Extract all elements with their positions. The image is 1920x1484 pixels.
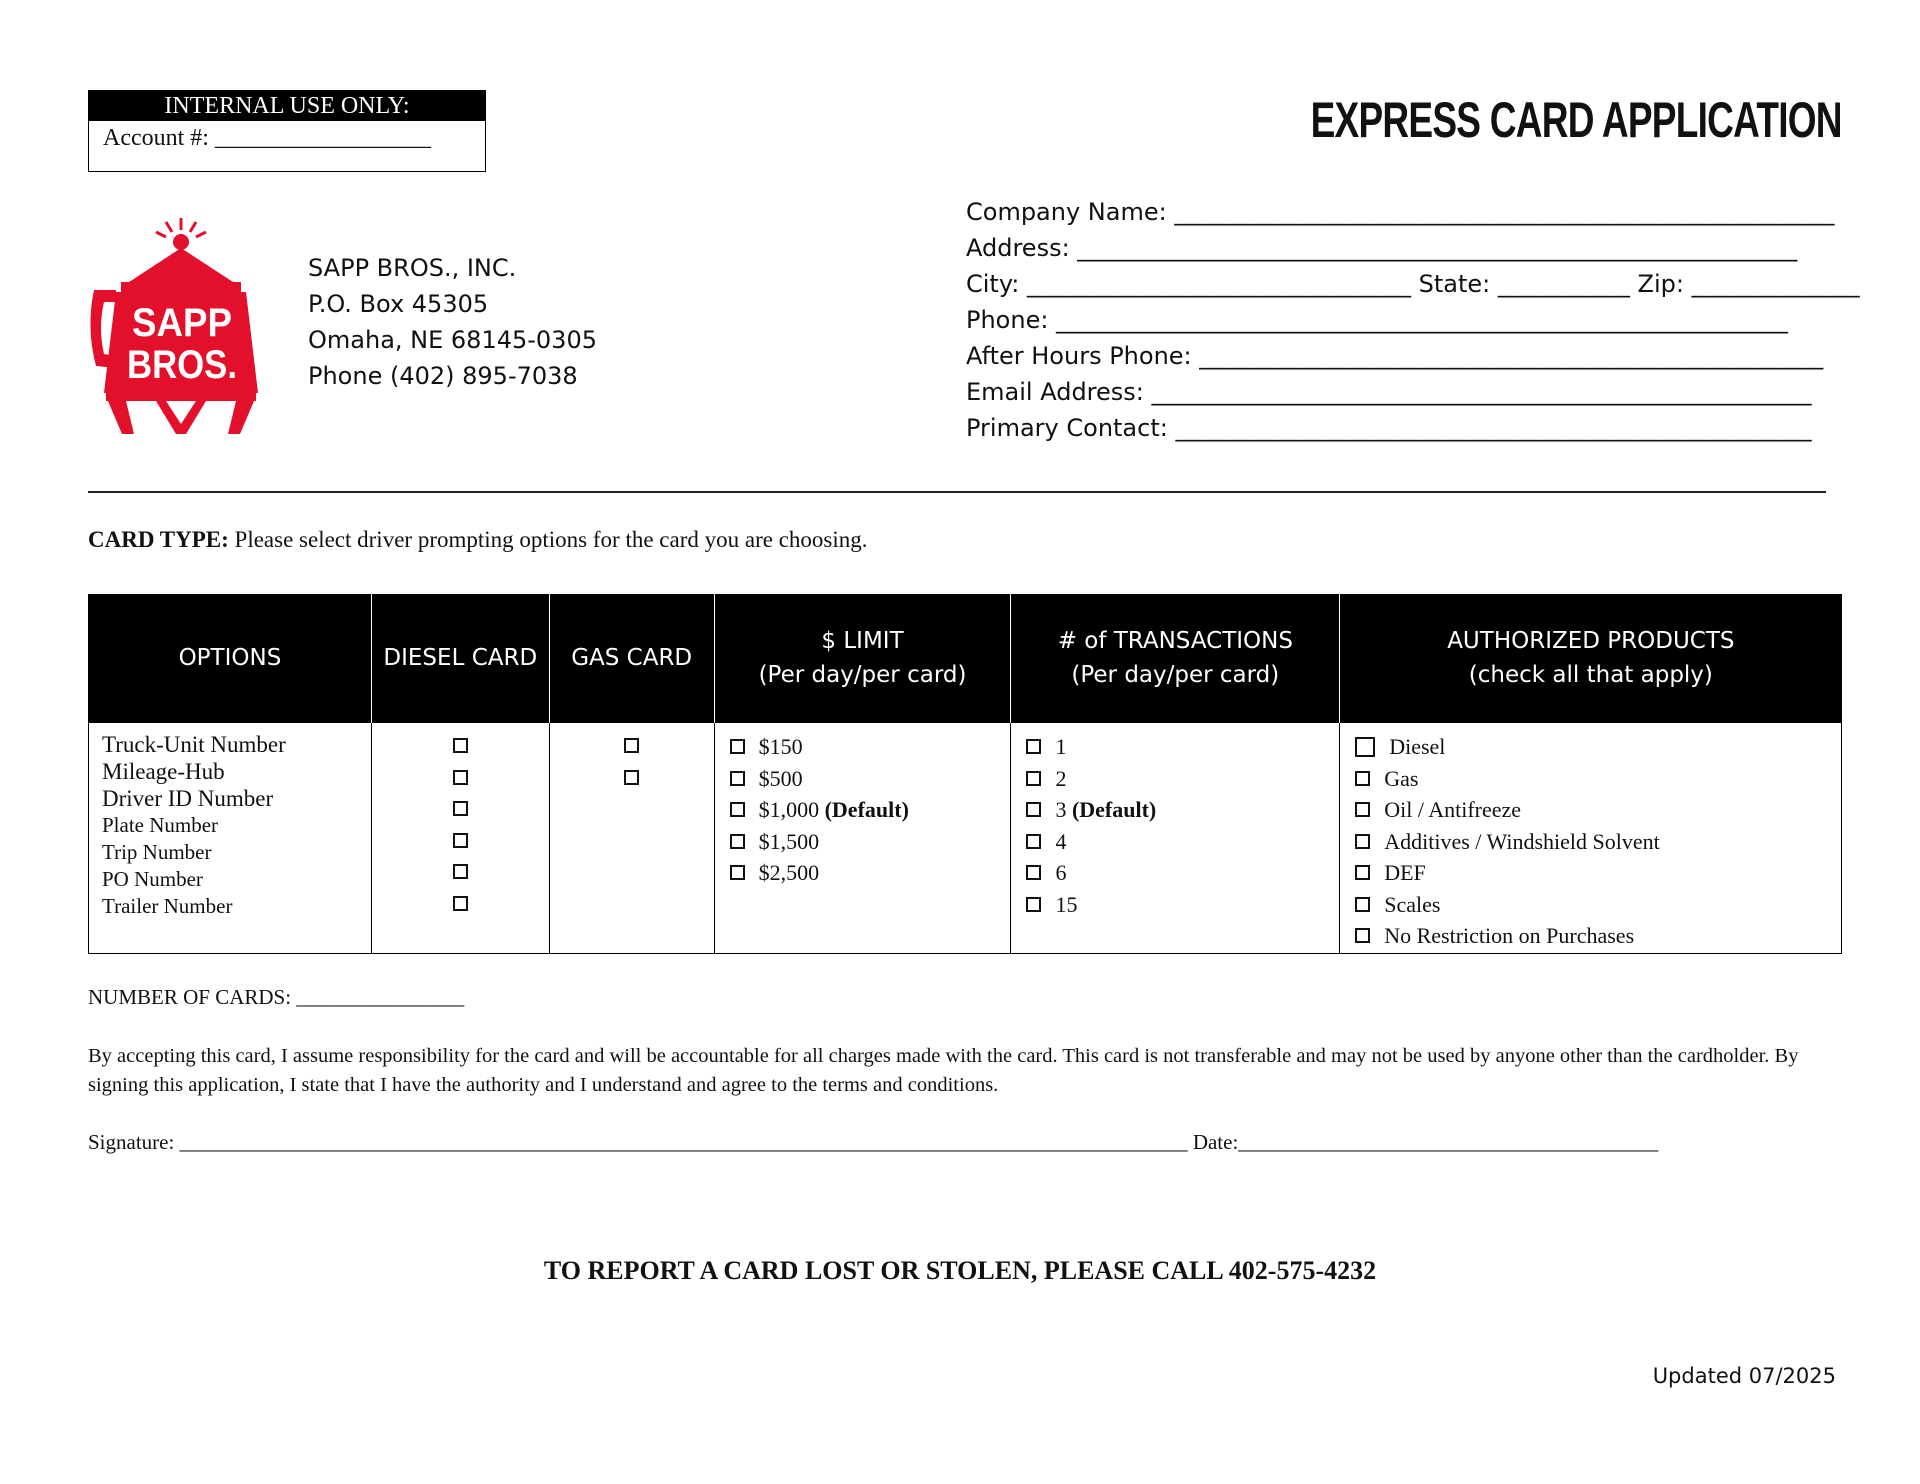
product-label: Diesel — [1389, 734, 1446, 759]
section-divider — [88, 491, 1826, 493]
diesel-truck-unit-checkbox[interactable] — [453, 738, 468, 753]
transactions-value: 4 — [1055, 828, 1067, 854]
header-transactions — [1011, 594, 1340, 723]
applicant-info-fields — [966, 194, 1860, 446]
header-products-title: AUTHORIZED PRODUCTS — [1447, 628, 1735, 654]
product-checkbox[interactable] — [1355, 802, 1370, 817]
product-checkbox[interactable] — [1355, 834, 1370, 849]
card-type-instruction — [88, 527, 868, 553]
email-address-field[interactable]: Email Address: _______________________________________________________ — [966, 378, 1812, 406]
product-checkbox[interactable] — [1355, 865, 1370, 880]
product-option[interactable] — [1355, 763, 1840, 795]
transactions-option[interactable] — [1026, 731, 1338, 763]
header-limit-title: $ LIMIT — [821, 628, 904, 654]
lost-stolen-notice: TO REPORT A CARD LOST OR STOLEN, PLEASE CALL 402-575-4232 — [543, 1256, 1377, 1285]
company-name-field[interactable]: Company Name: _______________________________________________________ — [966, 198, 1835, 226]
transactions-value: 1 — [1055, 734, 1067, 759]
option-plate-number: Plate Number — [102, 813, 219, 837]
limit-option[interactable] — [730, 763, 1010, 795]
transactions-checkbox[interactable] — [1026, 897, 1041, 912]
product-label: Gas — [1384, 765, 1419, 791]
address-field[interactable]: Address: ____________________________________________________________ — [966, 234, 1798, 262]
limit-checkbox[interactable] — [730, 802, 745, 817]
option-truck-unit-number: Truck-Unit Number — [102, 732, 286, 757]
gas-card-cell — [549, 723, 714, 954]
limit-checkbox[interactable] — [730, 834, 745, 849]
internal-use-header: INTERNAL USE ONLY: — [89, 91, 485, 121]
card-type-label: CARD TYPE: — [88, 527, 229, 552]
limit-value: $150 — [758, 734, 803, 759]
limit-default-note: (Default) — [824, 797, 909, 822]
signature-date-field[interactable]: Signature: ________________________________________________________________________________________________ Date:________________________________________ — [88, 1130, 1659, 1154]
diesel-plate-number-checkbox[interactable] — [453, 833, 468, 848]
limit-checkbox[interactable] — [730, 771, 745, 786]
logo-text-top: SAPP — [132, 301, 232, 345]
transactions-option[interactable] — [1026, 826, 1338, 858]
terms-disclaimer: By accepting this card, I assume responsibility for the card and will be accountable for all charges made with the card. This card is not transferable and may not be used by anyone other than the cardholder. By signing this application, I state that I have the authority and I understand and agree to the terms and conditions. — [88, 1045, 1799, 1096]
updated-date: Updated 07/2025 — [1652, 1364, 1836, 1388]
transactions-default-note: (Default) — [1071, 797, 1157, 822]
transactions-option[interactable] — [1026, 857, 1338, 889]
number-of-cards-field[interactable]: NUMBER OF CARDS: ________________ — [88, 985, 465, 1009]
product-checkbox[interactable] — [1355, 897, 1370, 912]
transactions-option[interactable] — [1026, 763, 1338, 795]
limit-option[interactable] — [730, 826, 1010, 858]
product-checkbox[interactable] — [1355, 928, 1370, 943]
product-checkbox[interactable] — [1355, 737, 1375, 757]
product-label: Scales — [1384, 891, 1441, 917]
product-option[interactable] — [1355, 857, 1840, 889]
header-diesel-card: DIESEL CARD — [371, 594, 549, 723]
company-city: Omaha, NE 68145-0305 — [308, 326, 597, 354]
table-row — [89, 723, 1842, 954]
primary-contact-field[interactable]: Primary Contact: _____________________________________________________ — [966, 414, 1812, 442]
product-checkbox[interactable] — [1355, 771, 1370, 786]
gas-mileage-hub-checkbox[interactable] — [624, 770, 639, 785]
product-option[interactable] — [1355, 794, 1840, 826]
transactions-value: 3 — [1055, 797, 1067, 822]
product-option[interactable] — [1355, 826, 1840, 858]
limit-value: $2,500 — [758, 860, 820, 885]
header-limit — [714, 594, 1011, 723]
company-address-block — [308, 250, 597, 394]
transactions-checkbox[interactable] — [1026, 865, 1041, 880]
product-label: Oil / Antifreeze — [1384, 797, 1522, 822]
diesel-mileage-hub-checkbox[interactable] — [453, 770, 468, 785]
transactions-option[interactable] — [1026, 794, 1338, 826]
diesel-card-cell — [371, 723, 549, 954]
city-state-zip-field[interactable]: City: ________________________________ State: ___________ Zip: ______________ — [966, 270, 1860, 298]
transactions-checkbox[interactable] — [1026, 739, 1041, 754]
products-cell — [1340, 723, 1842, 954]
limit-checkbox[interactable] — [730, 865, 745, 880]
transactions-checkbox[interactable] — [1026, 771, 1041, 786]
limit-option[interactable] — [730, 731, 1010, 763]
limit-value: $1,000 — [758, 797, 820, 822]
option-driver-id-number: Driver ID Number — [102, 786, 274, 811]
header-gas-card: GAS CARD — [549, 594, 714, 723]
company-po-box: P.O. Box 45305 — [308, 290, 489, 318]
gas-truck-unit-checkbox[interactable] — [624, 738, 639, 753]
header-limit-sub: (Per day/per card) — [758, 662, 967, 688]
company-name: SAPP BROS., INC. — [308, 254, 517, 282]
option-mileage-hub: Mileage-Hub — [102, 759, 225, 784]
diesel-driver-id-checkbox[interactable] — [453, 801, 468, 816]
header-products-sub: (check all that apply) — [1468, 662, 1713, 688]
transactions-value: 2 — [1055, 765, 1067, 791]
transactions-cell — [1011, 723, 1340, 954]
product-label: No Restriction on Purchases — [1384, 923, 1635, 948]
product-option[interactable] — [1355, 889, 1840, 921]
limit-option[interactable] — [730, 857, 1010, 889]
header-products — [1340, 594, 1842, 723]
internal-use-box — [88, 90, 486, 172]
transactions-option[interactable] — [1026, 889, 1338, 921]
transactions-checkbox[interactable] — [1026, 802, 1041, 817]
transactions-checkbox[interactable] — [1026, 834, 1041, 849]
transactions-value: 15 — [1055, 891, 1078, 917]
limit-value: $1,500 — [758, 828, 820, 854]
transactions-value: 6 — [1055, 860, 1067, 885]
diesel-trip-number-checkbox[interactable] — [453, 864, 468, 879]
option-trip-number: Trip Number — [102, 840, 212, 864]
header-options: OPTIONS — [89, 594, 372, 723]
page-title: EXPRESS CARD APPLICATION — [1310, 92, 1842, 148]
options-cell — [89, 723, 372, 954]
phone-field[interactable]: Phone: _____________________________________________________________ — [966, 306, 1789, 334]
product-option[interactable] — [1355, 731, 1840, 763]
option-trailer-number: Trailer Number — [102, 894, 233, 918]
card-type-text: Please select driver prompting options for the card you are choosing. — [228, 527, 868, 552]
product-option[interactable] — [1355, 920, 1840, 952]
product-label: DEF — [1384, 860, 1426, 885]
account-number-field[interactable]: Account #: __________________ — [103, 125, 431, 151]
header-transactions-title: # of TRANSACTIONS — [1057, 628, 1293, 654]
limit-option[interactable] — [730, 794, 1010, 826]
limit-checkbox[interactable] — [730, 739, 745, 754]
product-label: Additives / Windshield Solvent — [1384, 828, 1660, 854]
company-phone: Phone (402) 895-7038 — [308, 362, 578, 390]
limit-value: $500 — [758, 765, 803, 791]
after-hours-phone-field[interactable]: After Hours Phone: ____________________________________________________ — [966, 342, 1824, 370]
diesel-trailer-number-checkbox[interactable] — [453, 896, 468, 911]
limit-cell — [714, 723, 1011, 954]
card-options-table — [88, 594, 1842, 954]
header-transactions-sub: (Per day/per card) — [1071, 662, 1280, 688]
logo-text-bottom: BROS. — [127, 343, 237, 387]
sapp-bros-logo — [86, 218, 276, 434]
option-po-number: PO Number — [102, 867, 203, 891]
